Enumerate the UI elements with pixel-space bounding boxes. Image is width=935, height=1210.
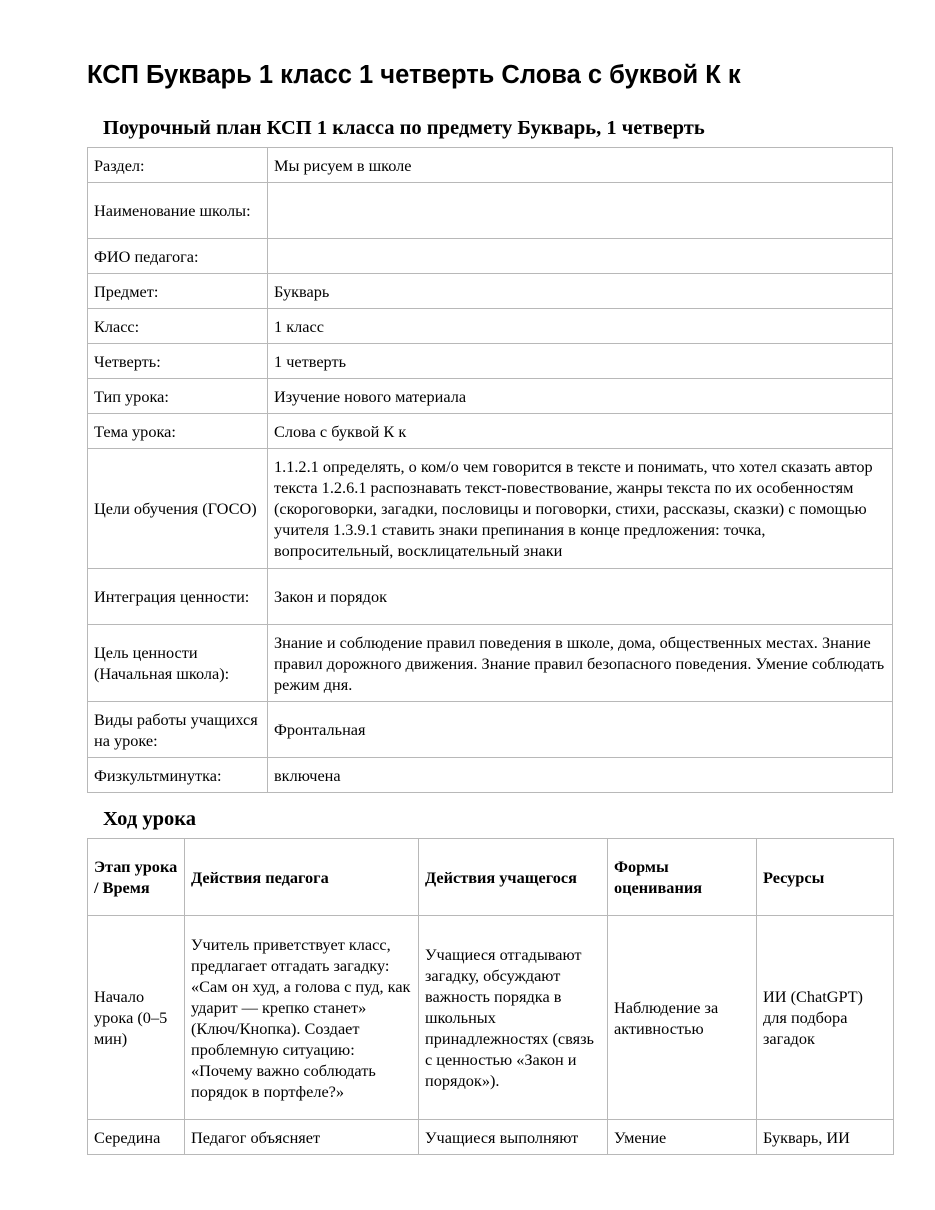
row-label: Раздел: — [88, 148, 268, 183]
cell-resources: ИИ (ChatGPT) для подбора загадок — [757, 916, 894, 1120]
table-row — [88, 758, 893, 793]
row-label: Физкультминутка: — [88, 758, 268, 793]
row-value: 1 класс — [268, 309, 893, 344]
table-row — [88, 183, 893, 239]
table-row — [88, 1120, 894, 1155]
row-label: Интеграция ценности: — [88, 569, 268, 625]
lesson-plan-table — [87, 147, 893, 793]
row-label: Предмет: — [88, 274, 268, 309]
cell-teacher-actions: Учитель приветствует класс, предлагает отгадать загадку: «Сам он худ, а голова с пуд, как ударит — крепко станет» (Ключ/Кнопка). Создает проблемную ситуацию: «Почему важно соблюдать порядок в портфеле?» — [185, 916, 419, 1120]
page-title: КСП Букварь 1 класс 1 четверть Слова с буквой К к — [87, 61, 741, 89]
plan-section-title: Поурочный план КСП 1 класса по предмету Букварь, 1 четверть — [103, 117, 705, 139]
row-value: Изучение нового материала — [268, 379, 893, 414]
cell-student-actions: Учащиеся выполняют — [419, 1120, 608, 1155]
row-value: Мы рисуем в школе — [268, 148, 893, 183]
table-row — [88, 569, 893, 625]
row-value: Слова с буквой К к — [268, 414, 893, 449]
column-header-teacher: Действия педагога — [185, 839, 419, 916]
cell-assessment: Наблюдение за активностью — [608, 916, 757, 1120]
cell-teacher-actions: Педагог объясняет — [185, 1120, 419, 1155]
table-row — [88, 379, 893, 414]
row-label: Класс: — [88, 309, 268, 344]
row-label: Виды работы учащихся на уроке: — [88, 702, 268, 758]
row-value: включена — [268, 758, 893, 793]
table-row — [88, 414, 893, 449]
row-value — [268, 183, 893, 239]
cell-stage: Начало урока (0–5 мин) — [88, 916, 185, 1120]
column-header-assessment: Формы оценивания — [608, 839, 757, 916]
row-value: Букварь — [268, 274, 893, 309]
table-row — [88, 916, 894, 1120]
row-value: Фронтальная — [268, 702, 893, 758]
cell-student-actions: Учащиеся отгадывают загадку, обсуждают важность порядка в школьных принадлежностях (связь с ценностью «Закон и порядок»). — [419, 916, 608, 1120]
table-row — [88, 449, 893, 569]
row-label: Наименование школы: — [88, 183, 268, 239]
column-header-student: Действия учащегося — [419, 839, 608, 916]
row-value: 1.1.2.1 определять, о ком/о чем говорится в тексте и понимать, что хотел сказать автор текста 1.2.6.1 распознавать текст-повествование, жанры текста по их особенностям (скороговорки, загадки, пословицы и поговорки, стихи, рассказы, сказки) с помощью учителя 1.3.9.1 ставить знаки препинания в конце предложения: точка, вопросительный, восклицательный знаки — [268, 449, 893, 569]
table-header-row — [88, 839, 894, 916]
cell-resources: Букварь, ИИ — [757, 1120, 894, 1155]
column-header-stage: Этап урока / Время — [88, 839, 185, 916]
table-row — [88, 344, 893, 379]
row-label: ФИО педагога: — [88, 239, 268, 274]
lesson-section-title: Ход урока — [103, 808, 196, 830]
lesson-steps-table — [87, 838, 894, 1155]
table-row — [88, 274, 893, 309]
cell-assessment: Умение — [608, 1120, 757, 1155]
row-label: Цели обучения (ГОСО) — [88, 449, 268, 569]
row-value — [268, 239, 893, 274]
row-label: Цель ценности (Начальная школа): — [88, 625, 268, 702]
row-value: 1 четверть — [268, 344, 893, 379]
row-value: Знание и соблюдение правил поведения в школе, дома, общественных местах. Знание правил дорожного движения. Знание правил безопасного поведения. Умение соблюдать режим дня. — [268, 625, 893, 702]
row-value: Закон и порядок — [268, 569, 893, 625]
column-header-resources: Ресурсы — [757, 839, 894, 916]
table-row — [88, 309, 893, 344]
table-row — [88, 148, 893, 183]
cell-stage: Середина — [88, 1120, 185, 1155]
table-row — [88, 702, 893, 758]
table-row — [88, 625, 893, 702]
table-row — [88, 239, 893, 274]
row-label: Тип урока: — [88, 379, 268, 414]
row-label: Четверть: — [88, 344, 268, 379]
row-label: Тема урока: — [88, 414, 268, 449]
